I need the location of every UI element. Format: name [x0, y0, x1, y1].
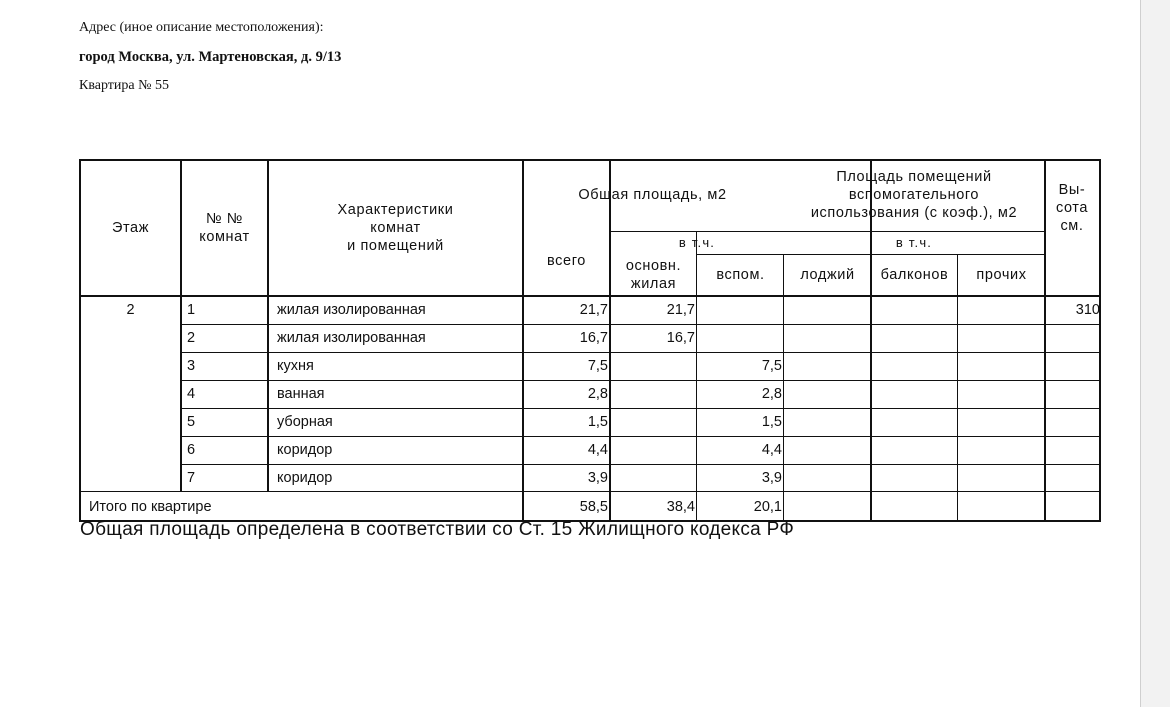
row-main-area — [611, 380, 696, 408]
header-incl-total: в т.ч. — [678, 234, 716, 250]
row-room-no: 7 — [187, 470, 196, 486]
header-loggias: лоджий — [800, 267, 855, 283]
row-room-no: 6 — [187, 442, 196, 458]
apartment-number: Квартира № 55 — [79, 78, 169, 93]
row-total-area: 16,7 — [579, 330, 608, 346]
row-height — [1045, 408, 1101, 436]
row-room-name: коридор — [277, 442, 333, 458]
header-incl-aux: в т.ч. — [895, 234, 933, 250]
row-main-area — [611, 408, 696, 436]
col-line-8 — [957, 254, 958, 522]
row-height — [1045, 436, 1101, 464]
row-room-no: 3 — [187, 358, 196, 374]
row-total-area: 21,7 — [579, 302, 608, 318]
row-main-area: 21,7 — [666, 302, 695, 318]
row-main-area: 16,7 — [666, 330, 695, 346]
row-floor — [81, 436, 180, 464]
header-all: всего — [547, 253, 586, 269]
row-total-area: 7,5 — [587, 358, 608, 374]
header-height: Вы- сота см. — [1055, 181, 1089, 234]
total-main-area: 38,4 — [666, 499, 695, 515]
row-aux-area: 1,5 — [761, 414, 782, 430]
row-height — [1045, 464, 1101, 492]
total-aux-area: 20,1 — [753, 499, 782, 515]
header-total-area: Общая площадь, м2 — [578, 187, 727, 203]
row-room-name: жилая изолированная — [277, 330, 426, 346]
page-edge — [1140, 0, 1170, 707]
row-floor — [81, 408, 180, 436]
row-total-area: 3,9 — [587, 470, 608, 486]
row-height — [1045, 380, 1101, 408]
row-total-area: 4,4 — [587, 442, 608, 458]
row-floor — [81, 464, 180, 492]
row-main-area — [611, 352, 696, 380]
row-floor — [81, 380, 180, 408]
header-rooms-no: № № комнат — [199, 210, 250, 245]
row-total-area: 1,5 — [587, 414, 608, 430]
total-area: 58,5 — [579, 499, 608, 515]
row-aux-area: 2,8 — [761, 386, 782, 402]
row-aux-area: 3,9 — [761, 470, 782, 486]
total-label: Итого по квартире — [89, 499, 212, 515]
header-main-living: основн. жилая — [625, 258, 682, 292]
header-aux: вспом. — [716, 267, 765, 283]
row-total-area: 2,8 — [587, 386, 608, 402]
row-height: 310 — [1075, 302, 1100, 318]
row-room-no: 2 — [187, 330, 196, 346]
row-room-name: жилая изолированная — [277, 302, 426, 318]
header-floor: Этаж — [111, 219, 150, 236]
row-floor: 2 — [126, 302, 135, 318]
col-line-5 — [696, 231, 697, 522]
row-aux-area — [698, 324, 783, 352]
address-value: город Москва, ул. Мартеновская, д. 9/13 — [79, 49, 342, 65]
footnote: Общая площадь определена в соответствии со Ст. 15 Жилищного кодекса РФ — [80, 519, 795, 540]
row-room-name: кухня — [277, 358, 314, 374]
row-room-name: ванная — [277, 386, 325, 402]
row-floor — [81, 352, 180, 380]
header-balconies: балконов — [880, 267, 949, 283]
row-aux-area — [698, 296, 783, 324]
explication-table — [79, 159, 1101, 518]
row-room-no: 4 — [187, 386, 196, 402]
address-label: Адрес (иное описание местоположения): — [79, 20, 324, 35]
row-room-no: 1 — [187, 302, 196, 318]
row-main-area — [611, 464, 696, 492]
row-room-name: уборная — [277, 414, 333, 430]
header-other: прочих — [976, 267, 1027, 283]
row-height — [1045, 352, 1101, 380]
header-aux-area: Площадь помещений вспомогательного использования (с коэф.), м2 — [810, 169, 1018, 221]
row-floor — [81, 324, 180, 352]
row-aux-area: 4,4 — [761, 442, 782, 458]
row-main-area — [611, 436, 696, 464]
row-room-name: коридор — [277, 470, 333, 486]
row-aux-area: 7,5 — [761, 358, 782, 374]
row-height — [1045, 324, 1101, 352]
header-characteristics: Характеристики комнат и помещений — [337, 201, 454, 254]
col-line-6 — [783, 254, 784, 522]
row-room-no: 5 — [187, 414, 196, 430]
